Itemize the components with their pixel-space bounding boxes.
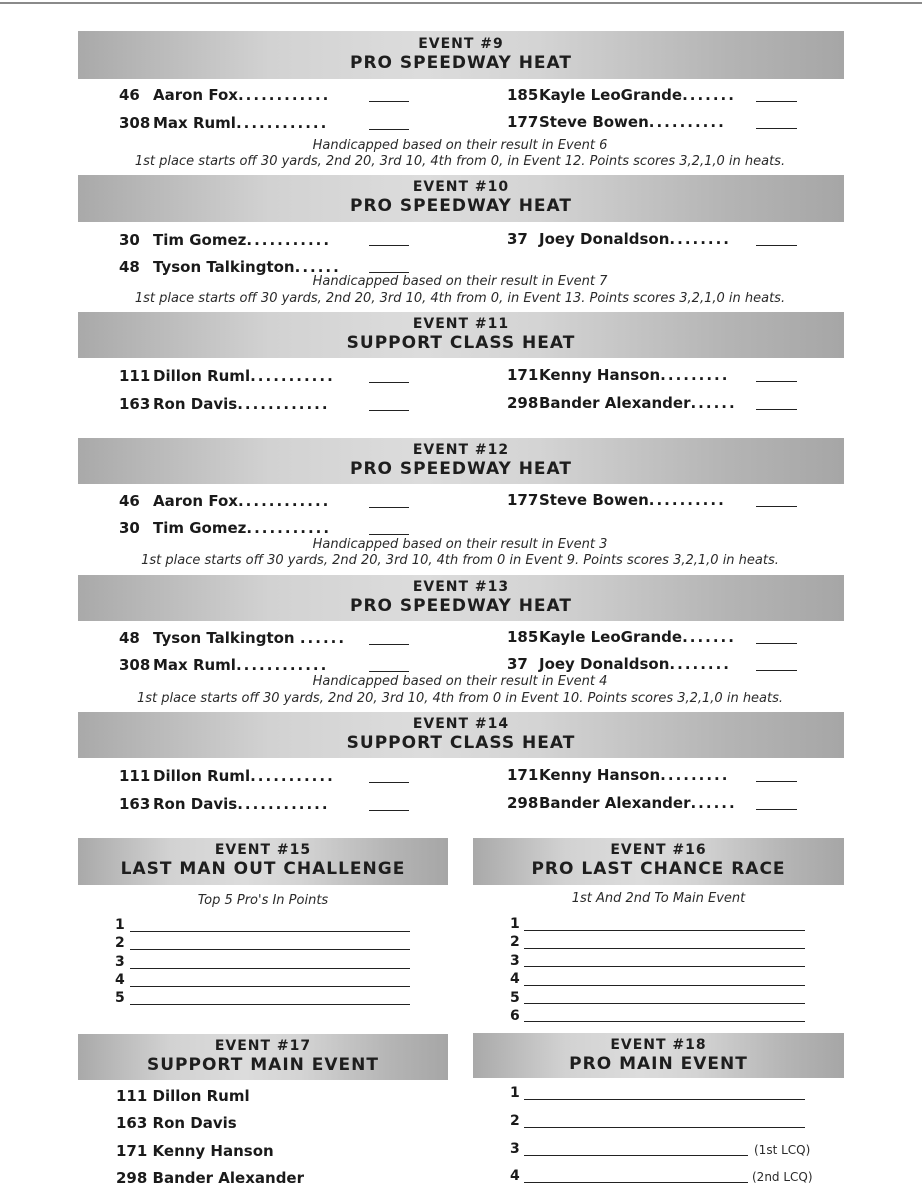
event-number: EVENT #9 xyxy=(418,36,504,52)
entry-number: 37 xyxy=(507,655,528,673)
entry-number: 298 xyxy=(507,394,539,412)
event-title: SUPPORT CLASS HEAT xyxy=(346,333,576,353)
entry-name: Steve Bowen xyxy=(539,113,649,131)
entry-name: Kenny Hanson xyxy=(539,366,661,384)
place-line[interactable] xyxy=(524,1182,748,1183)
lcq-tag: (1st LCQ) xyxy=(754,1143,811,1157)
entry-number: 308 xyxy=(119,114,151,132)
event-header xyxy=(78,31,844,79)
entry xyxy=(507,366,729,384)
event-header xyxy=(78,312,844,358)
place-number: 6 xyxy=(510,1008,520,1024)
entry xyxy=(119,767,335,785)
entry xyxy=(507,394,737,412)
scoring-note: 1st place starts off 30 yards, 2nd 20, 3rd 10, 4th from 0, in Event 12. Points scores 3,2,1,0 in heats. xyxy=(134,154,786,169)
result-blank[interactable] xyxy=(369,245,409,246)
place-line[interactable] xyxy=(130,986,410,987)
entry-number: 308 xyxy=(119,656,151,674)
scoring-note: 1st place starts off 30 yards, 2nd 20, 3rd 10, 4th from 0 in Event 10. Points scores 3,2,1,0 in heats. xyxy=(136,691,784,706)
event-header xyxy=(78,575,844,621)
event-header xyxy=(473,838,844,885)
entry-name: Kayle LeoGrande xyxy=(539,86,683,104)
scoring-note: 1st place starts off 30 yards, 2nd 20, 3rd 10, 4th from 0, in Event 13. Points scores 3,2,1,0 in heats. xyxy=(134,291,786,306)
event-header xyxy=(78,1034,448,1080)
place-line[interactable] xyxy=(524,1021,805,1022)
result-blank[interactable] xyxy=(756,670,797,671)
entry-dots: ........... xyxy=(246,519,332,537)
handicap-note: Handicapped based on their result in Event 3 xyxy=(312,537,608,552)
event-header xyxy=(78,712,844,758)
event-header xyxy=(473,1033,844,1078)
entry xyxy=(119,231,331,249)
result-blank[interactable] xyxy=(369,644,409,645)
place-number: 2 xyxy=(510,1113,520,1129)
result-blank[interactable] xyxy=(756,809,797,810)
place-number: 1 xyxy=(510,1085,520,1101)
top-rule xyxy=(0,2,922,4)
entry-number: 111 xyxy=(119,367,151,385)
entry-number: 48 xyxy=(119,258,140,276)
entry-dots: ........... xyxy=(250,367,335,385)
entry-name: Max Ruml xyxy=(153,114,236,132)
event-number: EVENT #12 xyxy=(412,442,510,458)
entry-name: Bander Alexander xyxy=(539,394,691,412)
place-line[interactable] xyxy=(524,1003,805,1004)
place-number: 4 xyxy=(510,971,520,987)
result-blank[interactable] xyxy=(756,506,797,507)
event-title: PRO SPEEDWAY HEAT xyxy=(350,596,572,616)
entry-name: Tim Gomez xyxy=(153,231,247,249)
entry-name: Tyson Talkington xyxy=(153,629,295,647)
main-entry: 163 Ron Davis xyxy=(116,1114,237,1132)
event-number: EVENT #16 xyxy=(610,842,707,858)
entry-name: Ron Davis xyxy=(153,795,238,813)
entry-name: Aaron Fox xyxy=(153,86,238,104)
entry-dots: .......... xyxy=(648,491,726,509)
place-line[interactable] xyxy=(524,930,805,931)
result-blank[interactable] xyxy=(756,381,797,382)
entry xyxy=(119,114,328,132)
result-blank[interactable] xyxy=(369,129,409,130)
entry-dots: ............ xyxy=(237,492,331,510)
entry-number: 46 xyxy=(119,492,140,510)
event-subtitle: 1st And 2nd To Main Event xyxy=(571,891,746,906)
place-line[interactable] xyxy=(524,985,805,986)
entry-dots: ...... xyxy=(690,794,737,812)
event-header xyxy=(78,175,844,222)
entry-dots: ........... xyxy=(246,231,332,249)
lcq-tag: (2nd LCQ) xyxy=(752,1170,813,1184)
result-blank[interactable] xyxy=(756,128,797,129)
place-line[interactable] xyxy=(524,1155,748,1156)
entry-name: Kenny Hanson xyxy=(539,766,661,784)
entry-number: 30 xyxy=(119,519,140,537)
result-blank[interactable] xyxy=(756,245,797,246)
entry xyxy=(507,766,729,784)
entry-dots: ........ xyxy=(669,655,732,673)
main-entry: 111 Dillon Ruml xyxy=(116,1087,250,1105)
entry-number: 46 xyxy=(119,86,140,104)
entry-number: 37 xyxy=(507,230,528,248)
result-blank[interactable] xyxy=(756,101,797,102)
entry-dots: .......... xyxy=(648,113,726,131)
place-number: 1 xyxy=(510,916,520,932)
event-title: PRO SPEEDWAY HEAT xyxy=(350,459,572,479)
entry-name: Dillon Ruml xyxy=(153,367,251,385)
entry-dots: ............ xyxy=(237,395,330,413)
result-blank[interactable] xyxy=(369,534,409,535)
entry-number: 48 xyxy=(119,629,140,647)
result-blank[interactable] xyxy=(369,507,409,508)
entry xyxy=(119,86,330,104)
entry-name: Max Ruml xyxy=(153,656,236,674)
entry-number: 171 xyxy=(507,366,539,384)
main-entry: 298 Bander Alexander xyxy=(116,1169,305,1187)
event-title: PRO LAST CHANCE RACE xyxy=(531,859,786,879)
result-blank[interactable] xyxy=(369,382,409,383)
entry xyxy=(507,113,726,131)
entry xyxy=(119,656,328,674)
place-number: 4 xyxy=(115,972,125,988)
entry-name: Ron Davis xyxy=(153,395,238,413)
entry-dots: ...... xyxy=(690,394,737,412)
place-line[interactable] xyxy=(524,1099,805,1100)
entry xyxy=(507,230,731,248)
event-title: SUPPORT MAIN EVENT xyxy=(146,1055,379,1075)
entry-number: 298 xyxy=(507,794,539,812)
entry-dots: ........ xyxy=(669,230,732,248)
entry-name: Steve Bowen xyxy=(539,491,649,509)
event-number: EVENT #14 xyxy=(412,716,510,732)
entry xyxy=(119,492,330,510)
main-entry: 171 Kenny Hanson xyxy=(116,1142,274,1160)
place-number: 3 xyxy=(510,953,520,969)
entry-name: Dillon Ruml xyxy=(153,767,251,785)
place-line[interactable] xyxy=(524,948,805,949)
result-blank[interactable] xyxy=(369,101,409,102)
entry-name: Tyson Talkington xyxy=(153,258,295,276)
entry xyxy=(507,628,736,646)
place-number: 3 xyxy=(115,954,125,970)
entry xyxy=(119,629,346,647)
result-blank[interactable] xyxy=(756,781,797,782)
place-number: 4 xyxy=(510,1168,520,1184)
place-line[interactable] xyxy=(130,931,410,932)
place-number: 5 xyxy=(510,990,520,1006)
result-blank[interactable] xyxy=(369,272,409,273)
result-blank[interactable] xyxy=(369,671,409,672)
entry-number: 30 xyxy=(119,231,140,249)
entry-dots: ............ xyxy=(235,656,329,674)
event-number: EVENT #18 xyxy=(610,1037,707,1053)
entry-dots: ....... xyxy=(682,628,736,646)
handicap-note: Handicapped based on their result in Event 6 xyxy=(312,138,608,153)
entry-number: 177 xyxy=(507,491,539,509)
entry-number: 177 xyxy=(507,113,539,131)
event-title: SUPPORT CLASS HEAT xyxy=(346,733,576,753)
place-number: 3 xyxy=(510,1141,520,1157)
entry xyxy=(507,655,731,673)
place-number: 2 xyxy=(510,934,520,950)
entry xyxy=(507,491,726,509)
event-number: EVENT #11 xyxy=(412,316,510,332)
event-number: EVENT #10 xyxy=(412,179,510,195)
entry-name: Joey Donaldson xyxy=(539,230,670,248)
result-blank[interactable] xyxy=(369,782,409,783)
entry-name: Kayle LeoGrande xyxy=(539,628,683,646)
entry xyxy=(507,794,737,812)
entry-dots: ............ xyxy=(237,795,330,813)
place-number: 1 xyxy=(115,917,125,933)
place-line[interactable] xyxy=(524,966,805,967)
entry-dots: ...... xyxy=(294,258,341,276)
event-number: EVENT #17 xyxy=(214,1038,312,1054)
event-header xyxy=(78,438,844,484)
result-blank[interactable] xyxy=(369,810,409,811)
place-line[interactable] xyxy=(130,1004,410,1005)
entry xyxy=(119,795,330,813)
event-number: EVENT #15 xyxy=(214,842,312,858)
entry-number: 171 xyxy=(507,766,539,784)
entry-dots: ......... xyxy=(660,366,730,384)
entry-number: 163 xyxy=(119,395,151,413)
event-title: PRO SPEEDWAY HEAT xyxy=(350,196,572,216)
entry-dots: ............ xyxy=(235,114,329,132)
entry-dots: ....... xyxy=(682,86,736,104)
entry-dots: ............ xyxy=(237,86,331,104)
entry xyxy=(507,86,736,104)
entry xyxy=(119,395,330,413)
entry-number: 163 xyxy=(119,795,151,813)
handicap-note: Handicapped based on their result in Event 7 xyxy=(312,274,608,289)
event-header xyxy=(78,838,448,885)
event-title: PRO SPEEDWAY HEAT xyxy=(350,53,572,73)
entry xyxy=(119,519,331,537)
place-line[interactable] xyxy=(130,968,410,969)
entry-name: Aaron Fox xyxy=(153,492,238,510)
result-blank[interactable] xyxy=(756,409,797,410)
entry-dots: ......... xyxy=(660,766,730,784)
result-blank[interactable] xyxy=(756,643,797,644)
entry-dots: ...... xyxy=(299,629,347,647)
scoring-note: 1st place starts off 30 yards, 2nd 20, 3rd 10, 4th from 0 in Event 9. Points scores 3,2,1,0 in heats. xyxy=(141,553,779,568)
result-blank[interactable] xyxy=(369,410,409,411)
event-number: EVENT #13 xyxy=(412,579,510,595)
entry-number: 185 xyxy=(507,628,539,646)
entry xyxy=(119,367,335,385)
event-title: PRO MAIN EVENT xyxy=(569,1054,748,1074)
place-number: 2 xyxy=(115,935,125,951)
entry-name: Bander Alexander xyxy=(539,794,691,812)
handicap-note: Handicapped based on their result in Event 4 xyxy=(312,674,608,689)
place-line[interactable] xyxy=(524,1127,805,1128)
entry-number: 111 xyxy=(119,767,151,785)
event-subtitle: Top 5 Pro's In Points xyxy=(197,893,329,908)
entry-name: Tim Gomez xyxy=(153,519,247,537)
entry-dots: ........... xyxy=(250,767,335,785)
event-title: LAST MAN OUT CHALLENGE xyxy=(120,859,406,879)
entry-number: 185 xyxy=(507,86,539,104)
place-line[interactable] xyxy=(130,949,410,950)
entry-name: Joey Donaldson xyxy=(539,655,670,673)
place-number: 5 xyxy=(115,990,125,1006)
